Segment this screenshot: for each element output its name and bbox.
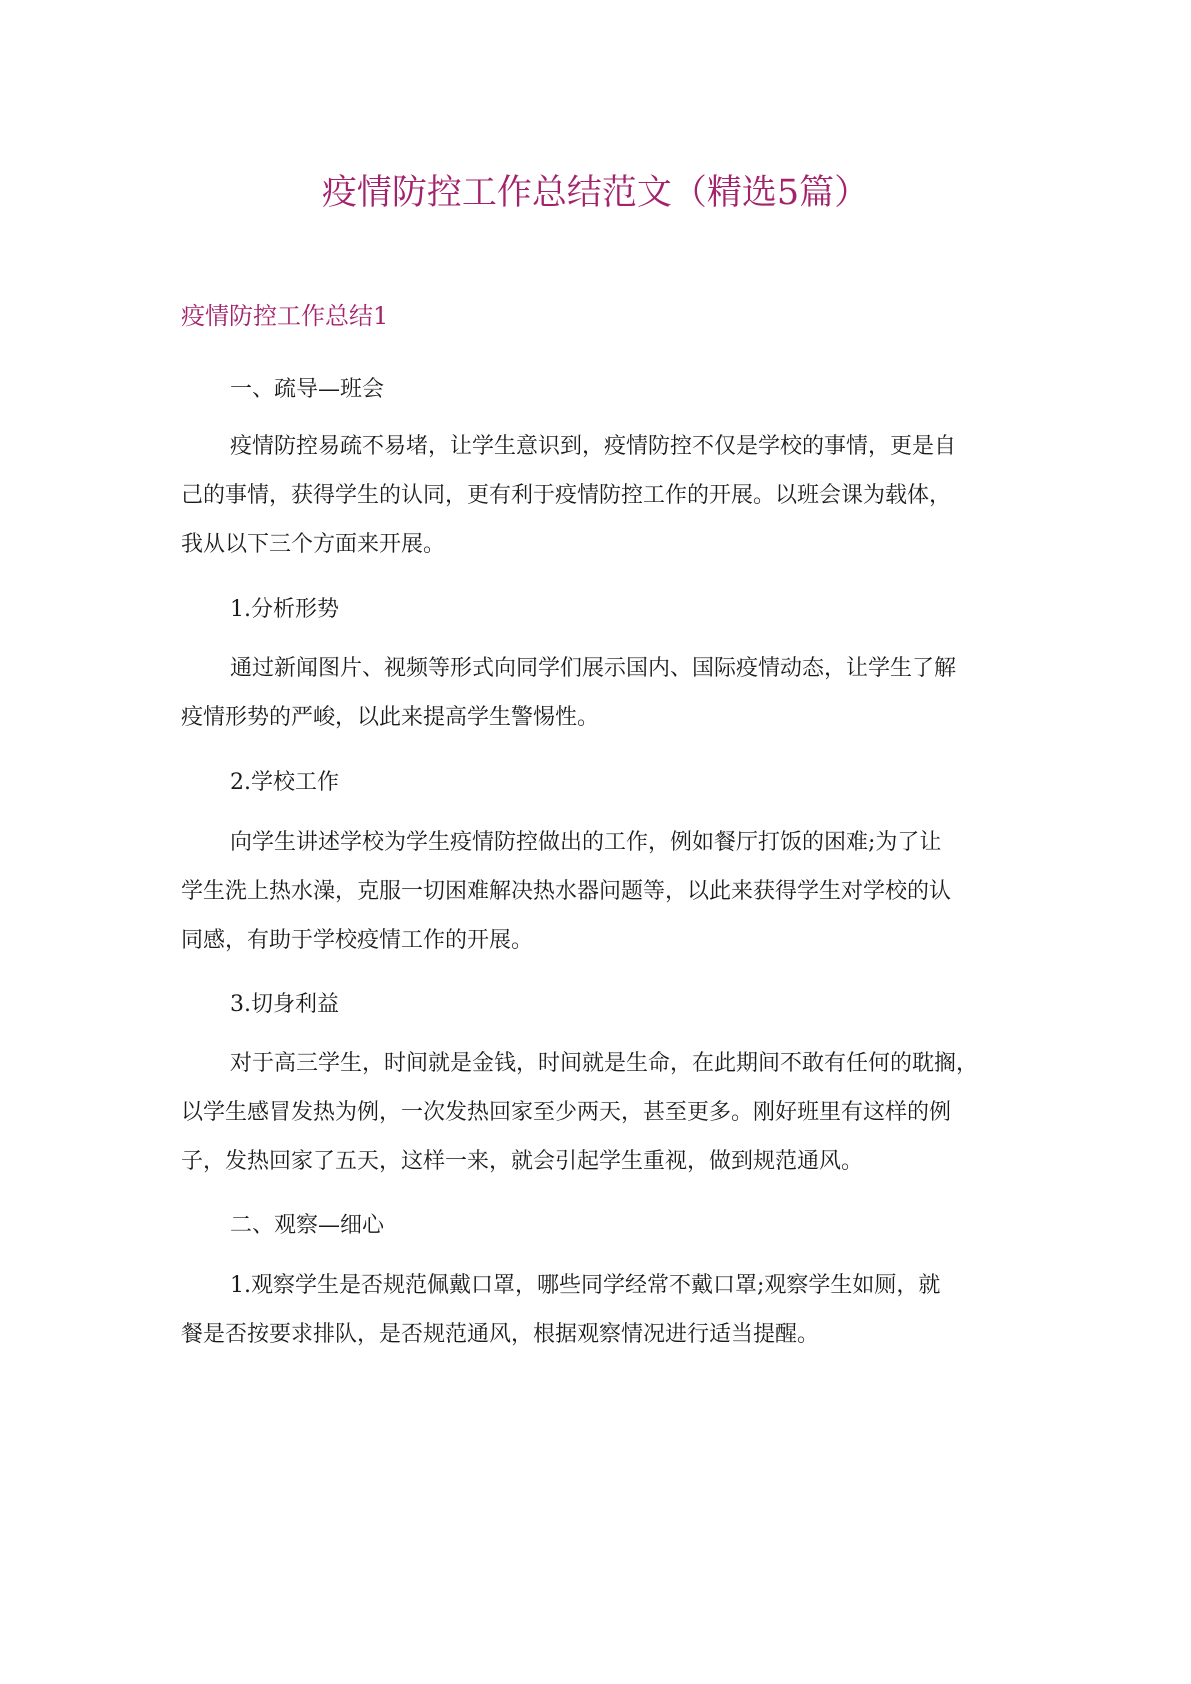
paragraph-line: 通过新闻图片、视频等形式向同学们展示国内、国际疫情动态，让学生了解 (230, 656, 957, 681)
paragraph-line: 1.观察学生是否规范佩戴口罩，哪些同学经常不戴口罩;观察学生如厕，就 (230, 1273, 941, 1298)
heading-observation (181, 1201, 1068, 1250)
paragraph-line: 我从以下三个方面来开展。 (181, 532, 446, 557)
heading-line: 1.分析形势 (230, 597, 339, 622)
paragraph-observation (181, 1261, 1019, 1359)
paragraph-line: 同感，有助于学校疫情工作的开展。 (181, 928, 534, 953)
heading-line: 3.切身利益 (230, 992, 339, 1017)
paragraph-line: 疫情形势的严峻，以此来提高学生警惕性。 (181, 705, 600, 730)
document-title: 疫情防控工作总结范文（精选5篇） (321, 173, 870, 213)
heading-personal-interest (181, 980, 1068, 1029)
paragraph-line: 餐是否按要求排队，是否规范通风，根据观察情况进行适当提醒。 (181, 1322, 820, 1347)
paragraph-line: 疫情防控易疏不易堵，让学生意识到，疫情防控不仅是学校的事情，更是自 (230, 434, 957, 459)
paragraph-personal-interest (181, 1039, 1019, 1186)
heading-line: 2.学校工作 (230, 770, 339, 795)
paragraph-line: 子，发热回家了五天，这样一来，就会引起学生重视，做到规范通风。 (181, 1149, 864, 1174)
heading-line: 二、观察—细心 (230, 1213, 385, 1238)
paragraph-line: 以学生感冒发热为例，一次发热回家至少两天，甚至更多。刚好班里有这样的例 (181, 1100, 952, 1125)
paragraph-line: 对于高三学生，时间就是金钱，时间就是生命，在此期间不敢有任何的耽搁， (230, 1051, 979, 1076)
heading-guidance-class-meeting (181, 365, 1068, 414)
heading-school-work (181, 758, 1068, 807)
paragraph-school-work (181, 818, 1019, 965)
paragraph-line: 向学生讲述学校为学生疫情防控做出的工作，例如餐厅打饭的困难;为了让 (230, 830, 942, 855)
paragraph-line: 学生洗上热水澡，克服一切困难解决热水器问题等，以此来获得学生对学校的认 (181, 879, 952, 904)
paragraph-line: 己的事情，获得学生的认同，更有利于疫情防控工作的开展。以班会课为载体， (181, 483, 952, 508)
paragraph-analyze-situation (181, 644, 1019, 742)
paragraph-guidance (181, 422, 1019, 569)
section-title: 疫情防控工作总结1 (181, 302, 389, 330)
heading-line: 一、疏导—班会 (230, 377, 385, 402)
heading-analyze-situation (181, 585, 1068, 634)
